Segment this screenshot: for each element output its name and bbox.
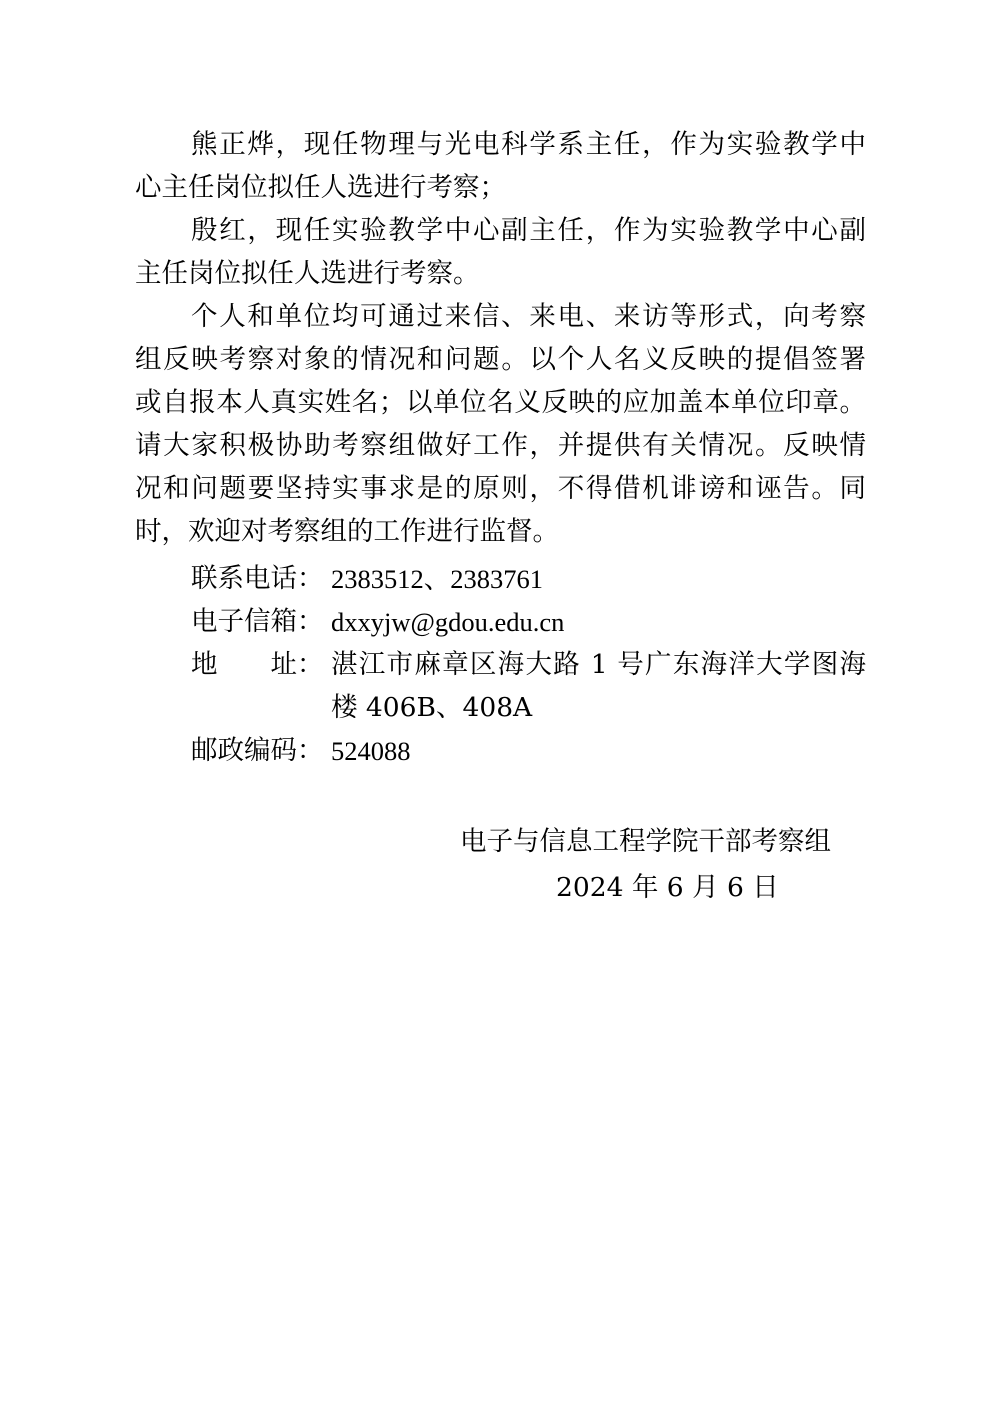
- paragraph-3-line-4: 请大家积极协助考察组做好工作，并提供有关情况。反映情: [135, 430, 866, 461]
- paragraph-3-line-1: 个人和单位均可通过来信、来电、来访等形式，向考察: [191, 301, 866, 332]
- paragraph-3-line-5: 况和问题要坚持实事求是的原则，不得借机诽谤和诬告。同: [135, 473, 866, 504]
- paragraph-3-line-3: 或自报本人真实姓名；以单位名义反映的应加盖本单位印章。: [135, 387, 866, 418]
- postcode-value: 524088: [331, 736, 411, 766]
- signature-organization: 电子与信息工程学院干部考察组: [460, 826, 831, 857]
- postcode-label: 邮政编码：: [191, 735, 324, 766]
- paragraph-2-line-1: 殷红，现任实验教学中心副主任，作为实验教学中心副: [191, 215, 866, 246]
- address-label: 地 址：: [191, 649, 324, 680]
- paragraph-2-line-2: 主任岗位拟任人选进行考察。: [135, 258, 480, 289]
- address-value-line-1: 湛江市麻章区海大路 1 号广东海洋大学图海: [331, 649, 866, 680]
- email-label: 电子信箱：: [191, 606, 324, 637]
- email-value: dxxyjw@gdou.edu.cn: [331, 607, 565, 637]
- paragraph-1-line-2: 心主任岗位拟任人选进行考察；: [135, 172, 506, 203]
- signature-date: 2024 年 6 月 6 日: [556, 872, 779, 903]
- address-value-line-2: 楼 406B、408A: [331, 692, 533, 723]
- paragraph-3-line-6: 时，欢迎对考察组的工作进行监督。: [135, 516, 559, 547]
- phone-label: 联系电话：: [191, 563, 324, 594]
- paragraph-1-line-1: 熊正烨，现任物理与光电科学系主任，作为实验教学中: [191, 129, 866, 160]
- paragraph-3-line-2: 组反映考察对象的情况和问题。以个人名义反映的提倡签署: [135, 344, 866, 375]
- phone-value: 2383512、2383761: [331, 564, 543, 594]
